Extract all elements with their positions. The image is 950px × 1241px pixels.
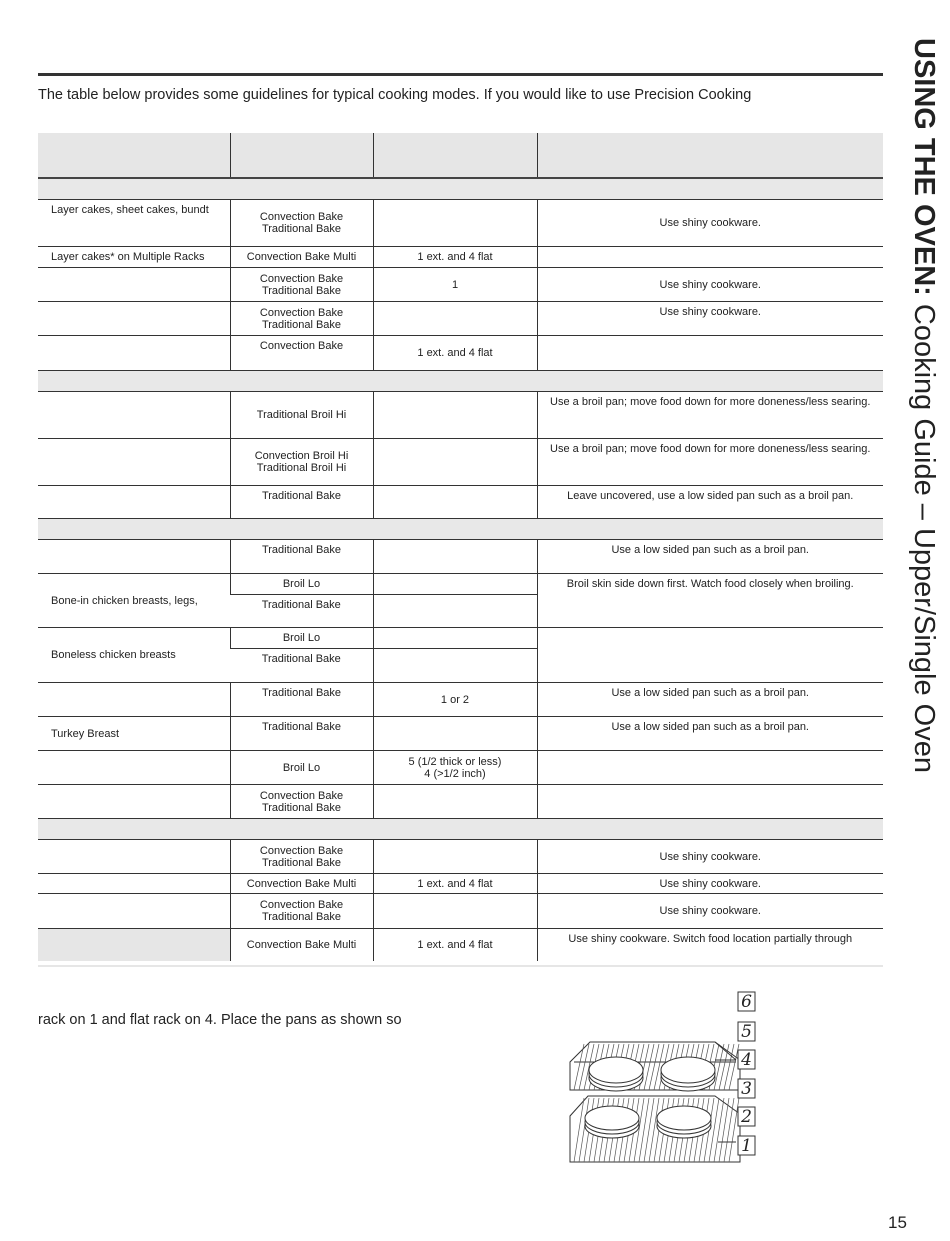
cooking-guide-table — [38, 133, 883, 961]
rack-cell: 1 ext. and 4 flat — [373, 336, 537, 371]
mode-cell: Traditional Bake — [230, 683, 373, 717]
rack-number-5: 5 — [741, 1022, 752, 1042]
food-cell: Turkey Breast — [38, 717, 230, 751]
notes-cell: Use shiny cookware. — [537, 200, 883, 247]
rack-cell — [373, 200, 537, 247]
notes-cell — [537, 247, 883, 268]
rack-number-2: 2 — [741, 1107, 752, 1127]
rack-cell — [373, 717, 537, 751]
mode-cell: Traditional Bake — [230, 486, 373, 519]
table-row — [38, 540, 883, 574]
notes-cell: Use a low sided pan such as a broil pan. — [537, 717, 883, 751]
mode-cell: Convection Bake Multi — [230, 247, 373, 268]
rack-wire — [644, 1044, 654, 1090]
rack-cell — [373, 840, 537, 874]
food-cell: Layer cakes* on Multiple Racks — [38, 247, 230, 268]
rack-cell: 1 or 2 — [373, 683, 537, 717]
rack-wire — [574, 1044, 584, 1090]
table-row — [38, 874, 883, 894]
rack-wire — [639, 1098, 649, 1162]
notes-cell — [537, 336, 883, 371]
food-cell — [38, 336, 230, 371]
notes-cell — [537, 628, 883, 683]
table-row — [38, 439, 883, 486]
rack-cell: 1 — [373, 268, 537, 302]
mode-cell: Convection Bake Traditional Bake — [230, 785, 373, 819]
food-cell — [38, 439, 230, 486]
rack-note: rack on 1 and flat rack on 4. Place the pans as shown so — [38, 1012, 402, 1028]
mode-cell: Convection Bake — [230, 336, 373, 371]
side-title-bold: USING THE OVEN: — [908, 38, 940, 296]
side-title-rest: Cooking Guide – Upper/Single Oven — [908, 295, 940, 773]
food-cell — [38, 929, 230, 961]
rack-cell: 5 (1/2 thick or less) 4 (>1/2 inch) — [373, 751, 537, 785]
table-row — [38, 717, 883, 751]
top-rule — [38, 73, 883, 76]
food-cell: Boneless chicken breasts — [38, 628, 230, 683]
notes-cell — [537, 751, 883, 785]
notes-cell — [537, 785, 883, 819]
rack-cell — [373, 302, 537, 336]
rack-wire — [644, 1098, 654, 1162]
table-row — [38, 894, 883, 929]
table-row — [38, 247, 883, 268]
rack-wire — [709, 1098, 719, 1162]
notes-cell: Use shiny cookware. — [537, 894, 883, 929]
table-row — [38, 785, 883, 819]
section-row — [38, 819, 883, 840]
notes-cell: Use a low sided pan such as a broil pan. — [537, 683, 883, 717]
table-row — [38, 929, 883, 961]
table-row — [38, 628, 883, 649]
food-cell — [38, 683, 230, 717]
section-row — [38, 371, 883, 392]
mode-cell: Traditional Bake — [230, 717, 373, 751]
side-title — [886, 38, 946, 868]
notes-cell: Leave uncovered, use a low sided pan such as a broil pan. — [537, 486, 883, 519]
rack-number-6: 6 — [741, 992, 752, 1012]
rack-cell: 1 ext. and 4 flat — [373, 929, 537, 961]
rack-number-3: 3 — [741, 1079, 752, 1099]
table-row — [38, 840, 883, 874]
mode-cell: Convection Bake Traditional Bake — [230, 840, 373, 874]
table-row — [38, 268, 883, 302]
mode-cell: Broil Lo — [230, 574, 373, 595]
rack-number-1: 1 — [741, 1136, 752, 1156]
mode-cell: Convection Bake Multi — [230, 929, 373, 961]
rack-wire — [714, 1044, 724, 1090]
rack-wire — [649, 1098, 659, 1162]
table-row — [38, 200, 883, 247]
mode-cell: Convection Bake Traditional Bake — [230, 200, 373, 247]
food-cell — [38, 785, 230, 819]
table-row — [38, 392, 883, 439]
food-cell — [38, 392, 230, 439]
rack-wire — [649, 1044, 659, 1090]
mode-cell: Traditional Broil Hi — [230, 392, 373, 439]
notes-cell: Use shiny cookware. Switch food location partially through — [537, 929, 883, 961]
table-row — [38, 336, 883, 371]
table-header-row — [38, 133, 883, 178]
mode-cell: Convection Bake Traditional Bake — [230, 302, 373, 336]
table-row — [38, 751, 883, 785]
notes-cell: Use shiny cookware. — [537, 268, 883, 302]
notes-cell: Use shiny cookware. — [537, 874, 883, 894]
rack-cell — [373, 574, 537, 595]
food-cell — [38, 486, 230, 519]
mode-cell: Traditional Bake — [230, 649, 373, 683]
rack-cell — [373, 785, 537, 819]
notes-cell: Use a broil pan; move food down for more doneness/less searing. — [537, 392, 883, 439]
rack-cell: 1 ext. and 4 flat — [373, 874, 537, 894]
rack-wire — [719, 1044, 729, 1090]
rack-cell — [373, 894, 537, 929]
food-cell — [38, 751, 230, 785]
notes-cell: Use a low sided pan such as a broil pan. — [537, 540, 883, 574]
table-row — [38, 486, 883, 519]
notes-cell: Use shiny cookware. — [537, 302, 883, 336]
food-cell: Bone-in chicken breasts, legs, — [38, 574, 230, 628]
mode-cell: Traditional Bake — [230, 595, 373, 628]
notes-cell: Use a broil pan; move food down for more doneness/less searing. — [537, 439, 883, 486]
notes-cell: Broil skin side down first. Watch food closely when broiling. — [537, 574, 883, 628]
rack-wire — [719, 1098, 729, 1162]
intro-text: The table below provides some guidelines for typical cooking modes. If you would like to use Precision Cooking — [38, 87, 752, 103]
rack-cell — [373, 486, 537, 519]
food-cell — [38, 874, 230, 894]
section-row — [38, 519, 883, 540]
rack-position-labels — [738, 992, 755, 1156]
rack-cell — [373, 628, 537, 649]
rack-wire — [714, 1098, 724, 1162]
food-cell: Layer cakes, sheet cakes, bundt — [38, 200, 230, 247]
rack-cell — [373, 595, 537, 628]
mode-cell: Broil Lo — [230, 751, 373, 785]
rack-cell — [373, 392, 537, 439]
notes-cell: Use shiny cookware. — [537, 840, 883, 874]
rack-cell — [373, 540, 537, 574]
table-bottom-shade — [38, 965, 883, 967]
rack-cell — [373, 439, 537, 486]
rack-number-4: 4 — [741, 1050, 752, 1070]
food-cell — [38, 540, 230, 574]
food-cell — [38, 894, 230, 929]
mode-cell: Convection Broil Hi Traditional Broil Hi — [230, 439, 373, 486]
oven-rack-diagram — [560, 990, 760, 1170]
section-row — [38, 178, 883, 200]
rack-cell: 1 ext. and 4 flat — [373, 247, 537, 268]
rack-wire — [574, 1098, 584, 1162]
mode-cell: Convection Bake Traditional Bake — [230, 268, 373, 302]
rack-cell — [373, 649, 537, 683]
mode-cell: Convection Bake Multi — [230, 874, 373, 894]
page-number: 15 — [888, 1213, 907, 1232]
mode-cell: Traditional Bake — [230, 540, 373, 574]
food-cell — [38, 268, 230, 302]
mode-cell: Broil Lo — [230, 628, 373, 649]
table-row — [38, 302, 883, 336]
food-cell — [38, 302, 230, 336]
table-row — [38, 683, 883, 717]
rack-wire — [724, 1098, 734, 1162]
table-row — [38, 574, 883, 595]
food-cell — [38, 840, 230, 874]
mode-cell: Convection Bake Traditional Bake — [230, 894, 373, 929]
